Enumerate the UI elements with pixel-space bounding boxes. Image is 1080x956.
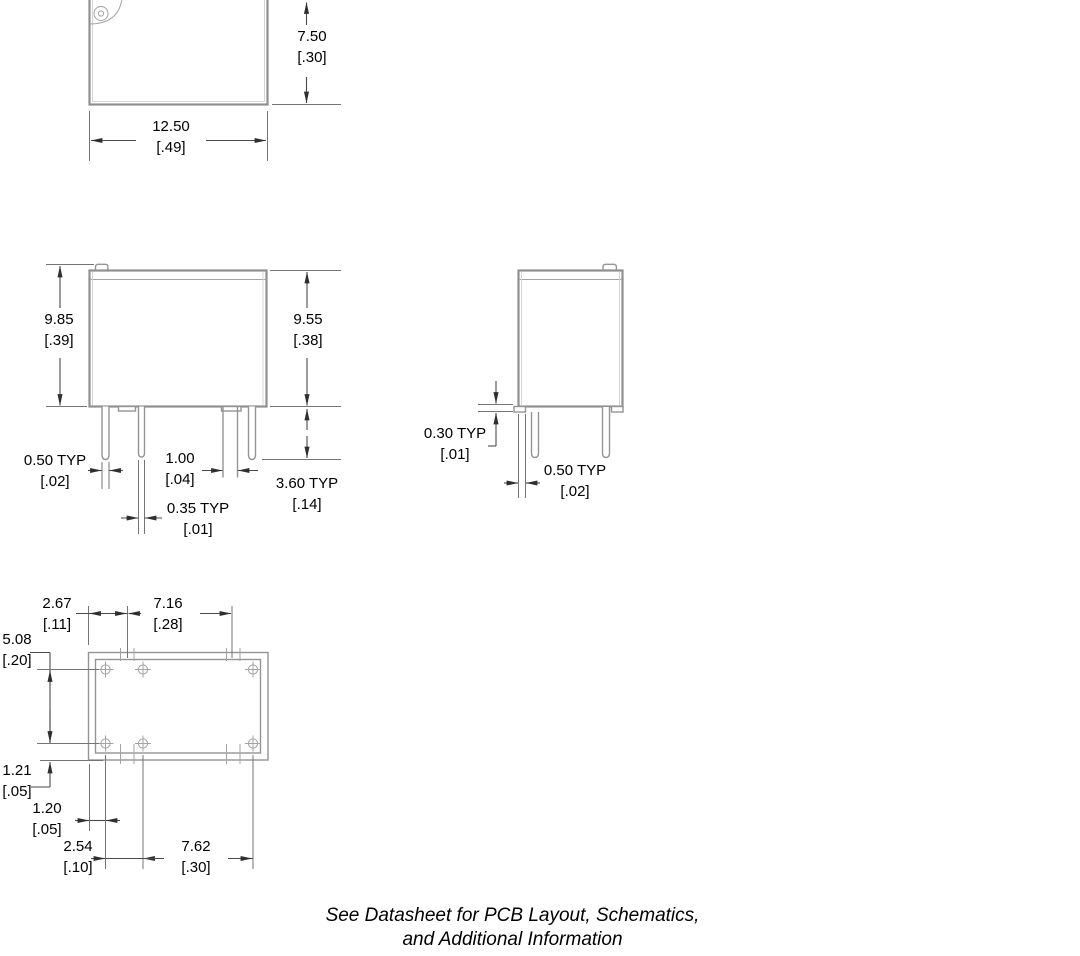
dim-front-pin-thickness: 0.35 TYP [.01] xyxy=(166,500,230,538)
side-pin-rear xyxy=(603,407,610,458)
dim-front-pin-length: 3.60 TYP [.14] xyxy=(275,475,339,513)
side-view-foot-right xyxy=(612,407,624,413)
datasheet-note-line2: and Additional Information xyxy=(402,929,623,950)
side-pin-front xyxy=(532,412,539,458)
dim-bottom-row-spacing: 5.08 [.20] xyxy=(2,631,32,669)
dim-side-pin-width: 0.50 TYP [.02] xyxy=(543,462,607,500)
front-view-pin-slot-left xyxy=(119,407,136,412)
dim-front-pin-width: 0.50 TYP [.02] xyxy=(23,452,87,490)
front-pin-1 xyxy=(102,407,109,460)
front-pin-4 xyxy=(249,407,256,460)
dim-front-coil-pin-width: 1.00 [.04] xyxy=(165,450,195,488)
bottom-view-outer-body xyxy=(89,653,269,761)
dim-bottom-pin-pitch-1: 2.54 [.10] xyxy=(63,838,93,876)
top-view xyxy=(90,0,342,161)
dim-top-height: 7.50 [.30] xyxy=(297,28,327,66)
dim-bottom-edge-to-slot: 2.67 [.11] xyxy=(42,595,72,633)
front-pin-2 xyxy=(139,407,145,458)
dim-bottom-slot-spacing: 7.16 [.28] xyxy=(153,595,183,633)
dim-bottom-pin-pitch-2: 7.62 [.30] xyxy=(181,838,211,876)
datasheet-note-line1: See Datasheet for PCB Layout, Schematics, xyxy=(325,905,700,926)
dim-bottom-hole-to-edge: 1.21 [.05] xyxy=(2,762,32,800)
dim-bottom-edge-to-pin: 1.20 [.05] xyxy=(32,800,62,838)
dim-top-width: 12.50 [.49] xyxy=(152,118,190,156)
dim-side-standoff: 0.30 TYP [.01] xyxy=(423,425,487,463)
side-view-foot-left xyxy=(514,407,526,413)
side-view-body xyxy=(519,271,623,407)
top-view-body xyxy=(90,0,268,105)
dim-front-body-height: 9.55 [.38] xyxy=(293,311,323,349)
side-view-pins xyxy=(532,407,610,458)
front-view-body xyxy=(90,271,267,407)
datasheet-note xyxy=(240,904,785,952)
dim-front-overall-height: 9.85 [.39] xyxy=(44,311,74,349)
